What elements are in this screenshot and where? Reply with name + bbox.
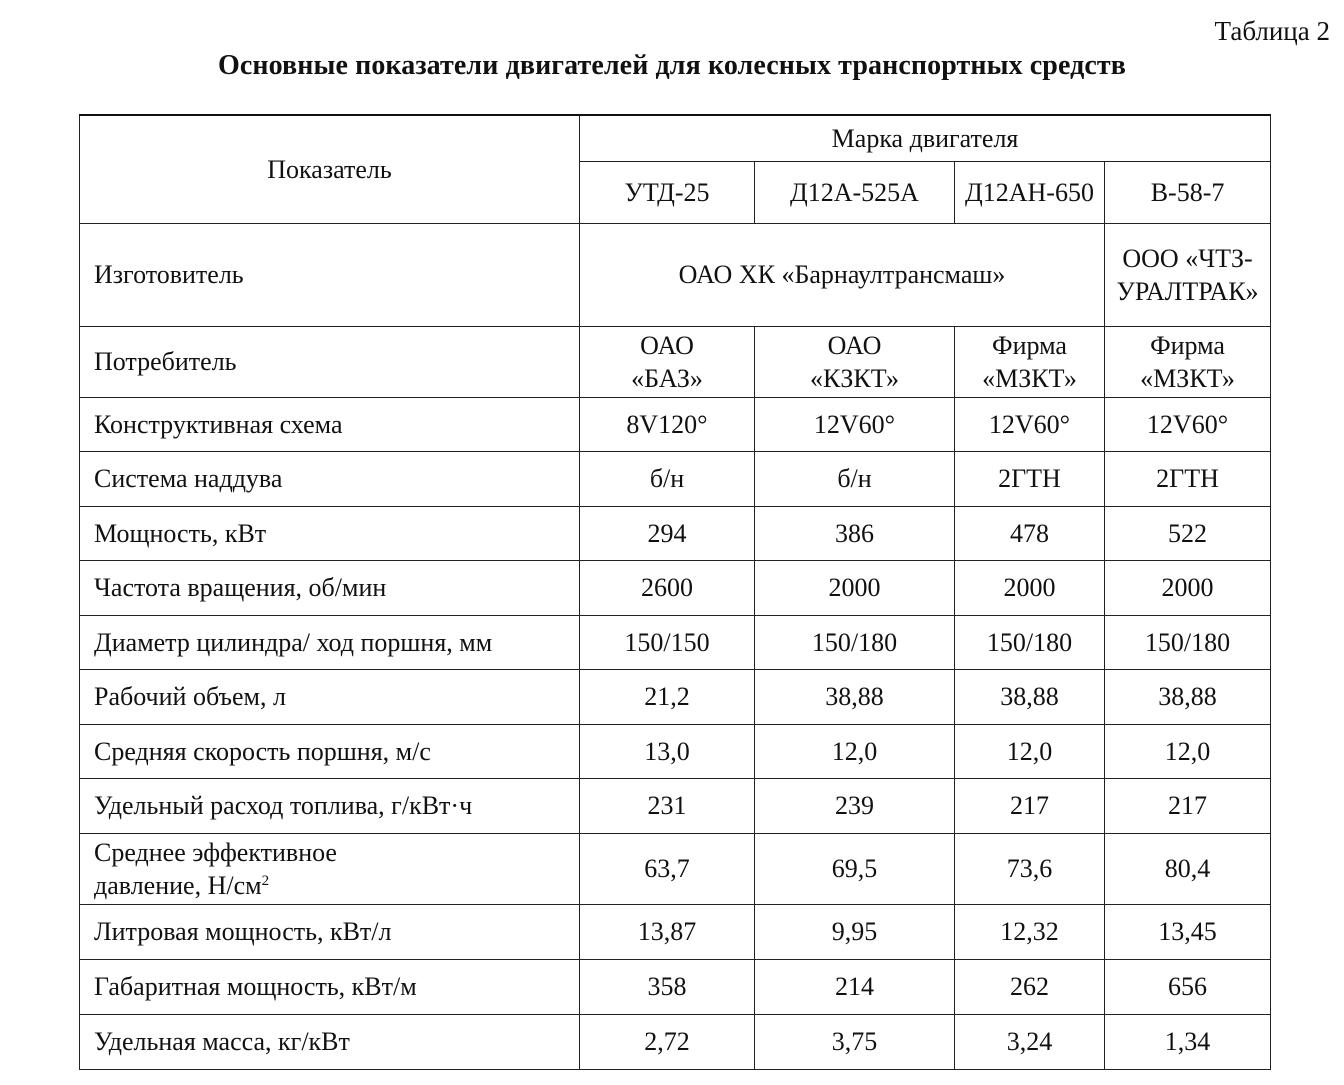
table-cell: 262 (955, 959, 1105, 1014)
table-cell: 2ГТН (955, 452, 1105, 507)
table-row (80, 452, 1271, 507)
header-brand: УТД-25 (580, 161, 755, 223)
table-cell: 231 (580, 779, 755, 834)
header-indicator: Показатель (80, 115, 580, 223)
table-row (80, 959, 1271, 1014)
header-brand-group: Марка двигателя (580, 115, 1271, 161)
header-row-group (80, 115, 1271, 161)
table-cell: 2000 (955, 561, 1105, 616)
cell-line: ООО «ЧТЗ- (1122, 243, 1253, 273)
cell-line: УРАЛТРАК» (1116, 276, 1259, 306)
table-cell: 3,24 (955, 1014, 1105, 1069)
table-cell: 358 (580, 959, 755, 1014)
row-label: Система наддува (80, 452, 580, 507)
row-label: Габаритная мощность, кВт/м (80, 959, 580, 1014)
table-cell: 13,45 (1105, 904, 1271, 959)
cell-line: Среднее эффективное (94, 837, 337, 867)
row-label: Рабочий объем, л (80, 670, 580, 725)
row-label (80, 833, 580, 904)
table-cell: 150/180 (1105, 615, 1271, 670)
table-cell: 80,4 (1105, 833, 1271, 904)
table-cell: 656 (1105, 959, 1271, 1014)
table-cell: 386 (755, 506, 955, 561)
table-row-pressure (80, 833, 1271, 904)
manufacturer-merged-value: ОАО ХК «Барнаултрансмаш» (580, 223, 1105, 326)
table-cell: 12V60° (1105, 397, 1271, 452)
table-cell: 8V120° (580, 397, 755, 452)
cell-line: «КЗКТ» (810, 363, 899, 393)
table-row (80, 506, 1271, 561)
cell-line: «МЗКТ» (1140, 363, 1235, 393)
header-brand: Д12АН-650 (955, 161, 1105, 223)
table-cell (1105, 326, 1271, 397)
table-cell (755, 326, 955, 397)
table-cell: 3,75 (755, 1014, 955, 1069)
table-row-consumer (80, 326, 1271, 397)
table-cell: 2,72 (580, 1014, 755, 1069)
table-cell: 217 (955, 779, 1105, 834)
cell-line (94, 869, 579, 902)
table-number-label: Таблица 2 (1214, 16, 1330, 46)
table-row (80, 615, 1271, 670)
table-cell: 478 (955, 506, 1105, 561)
table-cell: 150/150 (580, 615, 755, 670)
table-cell: 69,5 (755, 833, 955, 904)
header-brand: В-58-7 (1105, 161, 1271, 223)
table-row (80, 561, 1271, 616)
table-cell: 12V60° (955, 397, 1105, 452)
cell-line: Фирма (992, 330, 1067, 360)
table-cell: 13,0 (580, 724, 755, 779)
row-label: Удельная масса, кг/кВт (80, 1014, 580, 1069)
row-label: Удельный расход топлива, г/кВт·ч (80, 779, 580, 834)
cell-line: «МЗКТ» (982, 363, 1077, 393)
row-label: Потребитель (80, 326, 580, 397)
table-cell: 12,0 (1105, 724, 1271, 779)
table-cell: 2000 (755, 561, 955, 616)
table-row (80, 904, 1271, 959)
table-cell: 294 (580, 506, 755, 561)
table-row-manufacturer (80, 223, 1271, 326)
table-cell: 239 (755, 779, 955, 834)
row-label: Конструктивная схема (80, 397, 580, 452)
row-label: Изготовитель (80, 223, 580, 326)
cell-line: «БАЗ» (631, 363, 703, 393)
table-cell: 12,0 (755, 724, 955, 779)
table-row (80, 670, 1271, 725)
table-cell: 2000 (1105, 561, 1271, 616)
page-title: Основные показатели двигателей для колесных транспортных средств (218, 50, 1126, 81)
table-cell: 21,2 (580, 670, 755, 725)
table-cell: 63,7 (580, 833, 755, 904)
table-cell: 214 (755, 959, 955, 1014)
table-row (80, 724, 1271, 779)
cell-line: ОАО (827, 330, 882, 360)
pressure-unit-text: давление, Н/см (94, 870, 262, 900)
row-label: Средняя скорость поршня, м/с (80, 724, 580, 779)
table-cell: 38,88 (1105, 670, 1271, 725)
table-cell: 12,0 (955, 724, 1105, 779)
table-cell: 217 (1105, 779, 1271, 834)
row-label: Частота вращения, об/мин (80, 561, 580, 616)
table-cell: 1,34 (1105, 1014, 1271, 1069)
table-row (80, 397, 1271, 452)
table-cell (580, 326, 755, 397)
row-label: Литровая мощность, кВт/л (80, 904, 580, 959)
table-cell: 13,87 (580, 904, 755, 959)
table-row (80, 779, 1271, 834)
table-cell: 2ГТН (1105, 452, 1271, 507)
manufacturer-last-value (1105, 223, 1271, 326)
table-cell: 9,95 (755, 904, 955, 959)
cell-line: Фирма (1150, 330, 1225, 360)
table-cell: 2600 (580, 561, 755, 616)
cell-line: ОАО (640, 330, 694, 360)
table-cell: 522 (1105, 506, 1271, 561)
row-label: Диаметр цилиндра/ ход поршня, мм (80, 615, 580, 670)
table-cell: 150/180 (755, 615, 955, 670)
table-cell: 12,32 (955, 904, 1105, 959)
table-cell: 12V60° (755, 397, 955, 452)
pressure-unit-exponent: 2 (261, 872, 270, 889)
table-cell (955, 326, 1105, 397)
engine-specs-table (79, 114, 1271, 1070)
table-cell: б/н (755, 452, 955, 507)
row-label: Мощность, кВт (80, 506, 580, 561)
table-cell: 38,88 (755, 670, 955, 725)
header-brand: Д12А-525А (755, 161, 955, 223)
table-cell: б/н (580, 452, 755, 507)
table-cell: 150/180 (955, 615, 1105, 670)
table-cell: 73,6 (955, 833, 1105, 904)
table-cell: 38,88 (955, 670, 1105, 725)
table-row (80, 1014, 1271, 1069)
